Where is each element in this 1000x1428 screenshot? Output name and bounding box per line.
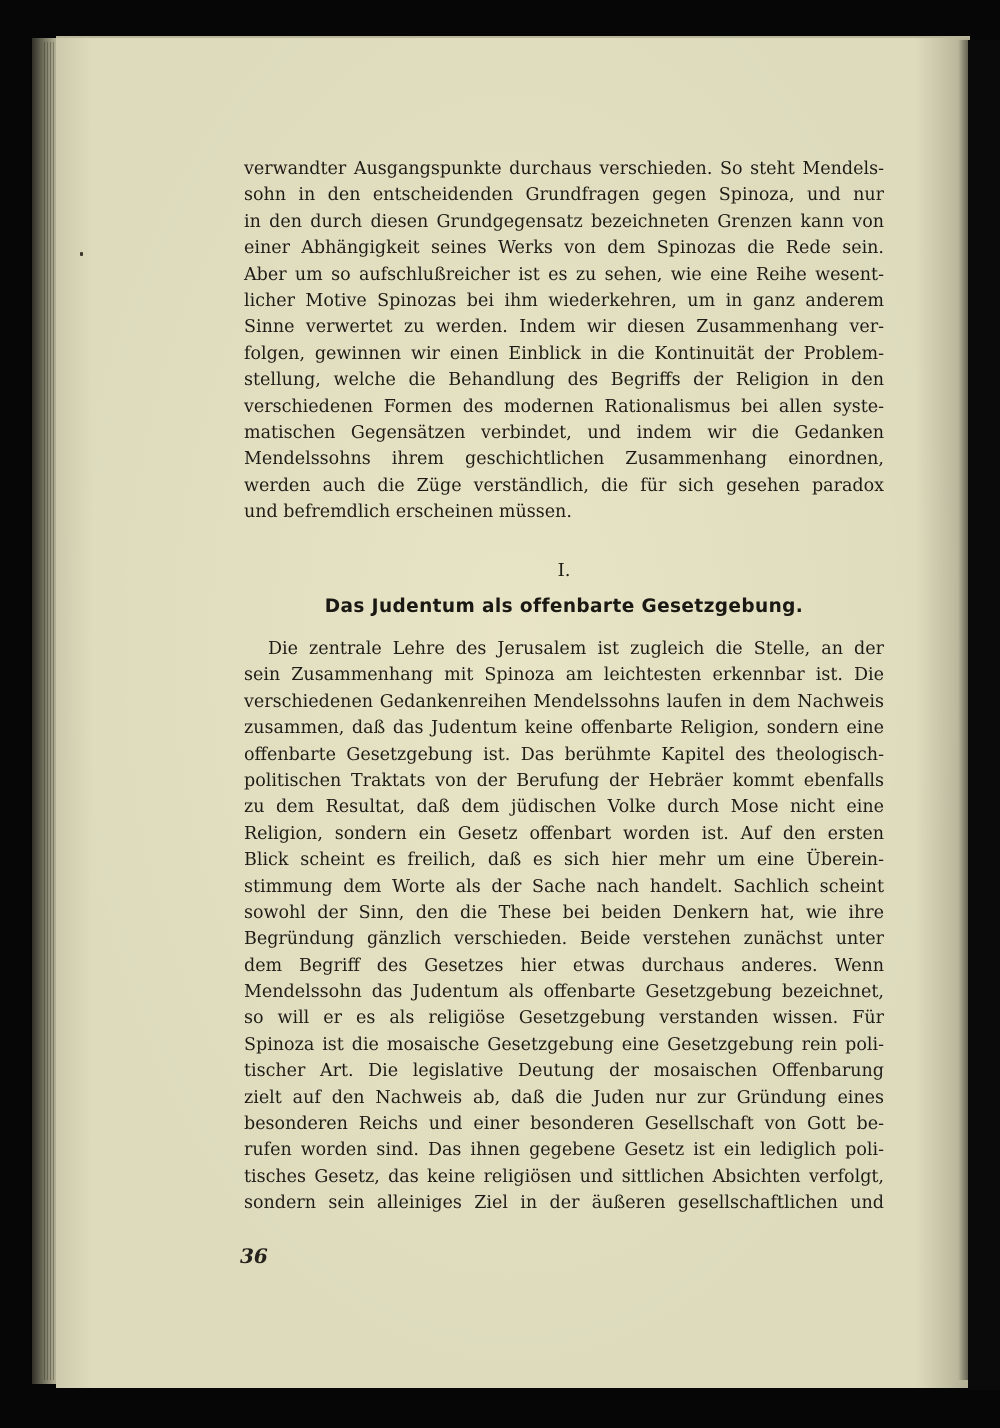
text-line: besonderen Reichs und einer besonderen Gesellschaft von Gott be- [244,1114,884,1135]
margin-speck [80,252,83,256]
text-line: folgen, gewinnen wir einen Einblick in die Kontinuität der Problem- [244,343,884,364]
text-line: so will er es als religiöse Gesetzgebung verstanden wissen. Für [244,1008,884,1029]
section-paragraph [244,636,884,1217]
page-number: 36 [240,1244,268,1268]
text-line: tisches Gesetz, das keine religiösen und sittlichen Absichten verfolgt, [244,1166,884,1187]
text-line: zielt auf den Nachweis ab, daß die Juden nur zur Gründung eines [244,1087,884,1108]
text-line: matischen Gegensätzen verbindet, und indem wir die Gedanken [244,422,884,443]
text-line: sohn in den entscheidenden Grundfragen gegen Spinoza, und nur [244,185,884,206]
scan-background-right [968,40,1000,1390]
text-line: einer Abhängigkeit seines Werks von dem Spinozas die Rede sein. [244,238,884,259]
text-line: verschiedenen Gedankenreihen Mendelssohns laufen in dem Nachweis [244,691,884,712]
text-line: dem Begriff des Gesetzes hier etwas durchaus anderes. Wenn [244,955,884,976]
text-line: verwandter Ausgangspunkte durchaus verschieden. So steht Mendels- [244,159,884,179]
text-line: offenbarte Gesetzgebung ist. Das berühmte Kapitel des theologisch- [244,744,884,765]
text-line: rufen worden sind. Das ihnen gegebene Gesetz ist ein lediglich poli- [244,1140,884,1161]
text-line: politischen Traktats von der Berufung der Hebräer kommt ebenfalls [244,770,884,791]
text-line: Spinoza ist die mosaische Gesetzgebung eine Gesetzgebung rein poli- [244,1034,884,1055]
section-heading: Das Judentum als offenbarte Gesetzgebung. [324,596,804,617]
text-line: Blick scheint es freilich, daß es sich hier mehr um eine Überein- [244,850,884,871]
text-line: Aber um so aufschlußreicher ist es zu sehen, wie eine Reihe wesent- [244,264,884,285]
gutter-shadow [958,40,968,1380]
text-line: zu dem Resultat, daß dem jüdischen Volke durch Mose nicht eine [244,797,884,818]
text-line: Religion, sondern ein Gesetz offenbart worden ist. Auf den ersten [244,823,884,844]
text-line: Begründung gänzlich verschieden. Beide verstehen zunächst unter [244,929,884,950]
text-line: und befremdlich erscheinen müssen. [244,502,572,523]
text-line: tischer Art. Die legislative Deutung der mosaischen Offenbarung [244,1061,884,1082]
section-number: I. [557,560,571,581]
text-line: werden auch die Züge verständlich, die für sich gesehen paradox [244,475,884,496]
text-line: verschiedenen Formen des modernen Rationalismus bei allen syste- [244,396,884,417]
text-line: in den durch diesen Grundgegensatz bezeichneten Grenzen kann von [244,211,884,232]
text-line: zusammen, daß das Judentum keine offenbarte Religion, sondern eine [244,718,884,739]
text-line: licher Motive Spinozas bei ihm wiederkehren, um in ganz anderem [244,290,884,311]
text-line: sondern sein alleiniges Ziel in der äußeren gesellschaftlichen und [244,1193,884,1214]
text-line: sein Zusammenhang mit Spinoza am leichtesten erkennbar ist. Die [244,665,884,686]
text-line: stellung, welche die Behandlung des Begriffs der Religion in den [244,370,884,391]
text-line: Mendelssohn das Judentum als offenbarte Gesetzgebung bezeichnet, [244,982,884,1003]
intro-paragraph [244,156,884,525]
text-line: sowohl der Sinn, den die These bei beiden Denkern hat, wie ihre [244,902,884,923]
text-line: Sinne verwertet zu werden. Indem wir diesen Zusammenhang ver- [244,317,884,338]
text-line: Die zentrale Lehre des Jerusalem ist zugleich die Stelle, an der [268,639,884,659]
text-line: stimmung dem Worte als der Sache nach handelt. Sachlich scheint [244,876,884,897]
text-line: Mendelssohns ihrem geschichtlichen Zusammenhang einordnen, [244,449,884,470]
